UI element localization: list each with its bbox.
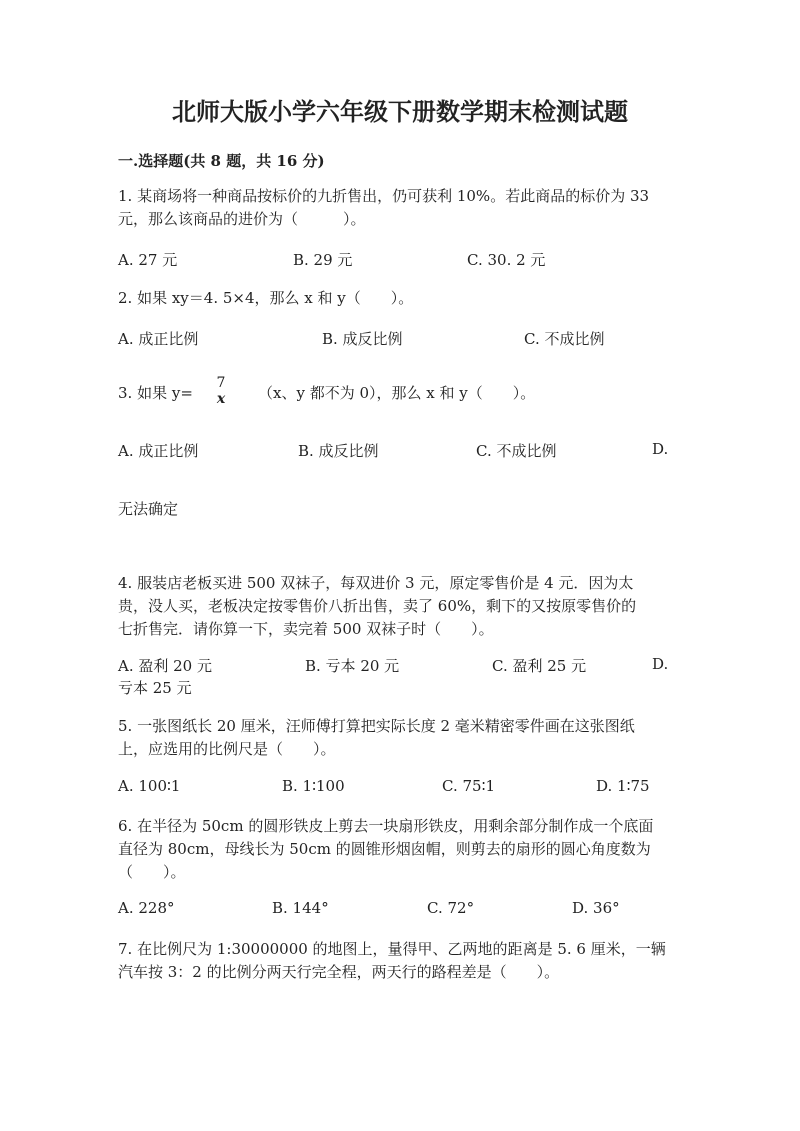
question-4-line-2: 贵，没人买，老板决定按零售价八折出售，卖了 60%，剩下的又按原零售价的	[118, 597, 637, 615]
q5-option-d: D. 1∶75	[596, 777, 650, 795]
q1-option-a: A. 27 元	[118, 251, 178, 269]
q6-option-d: D. 36°	[572, 899, 620, 917]
section-heading: 一.选择题(共 8 题，共 16 分)	[118, 152, 325, 170]
fraction-7-over-x	[214, 375, 228, 407]
question-1-line-2: 元，那么该商品的进价为（ ）。	[118, 210, 366, 228]
question-4-line-1: 4. 服装店老板买进 500 双袜子，每双进价 3 元，原定零售价是 4 元．因为太	[118, 574, 634, 592]
question-6-line-1: 6. 在半径为 50cm 的圆形铁皮上剪去一块扇形铁皮，用剩余部分制作成一个底面	[118, 817, 654, 835]
q3-option-d-text: 无法确定	[118, 500, 179, 518]
question-3-prefix: 3. 如果 y=	[118, 384, 193, 402]
q3-option-c: C. 不成比例	[476, 442, 557, 460]
q4-option-c: C. 盈利 25 元	[492, 657, 587, 675]
q4-option-d-label: D.	[652, 655, 669, 673]
q3-option-a: A. 成正比例	[118, 442, 199, 460]
q3-option-d-label: D.	[652, 440, 669, 458]
fraction-denominator: x	[216, 391, 226, 407]
q5-option-a: A. 100∶1	[118, 777, 181, 795]
q2-option-a: A. 成正比例	[118, 330, 199, 348]
q4-option-d-text: 亏本 25 元	[118, 679, 192, 697]
question-5-line-2: 上，应选用的比例尺是（ ）。	[118, 740, 336, 758]
q5-option-c: C. 75∶1	[442, 777, 496, 795]
question-7-line-2: 汽车按 3：2 的比例分两天行完全程，两天行的路程差是（ ）。	[118, 963, 560, 981]
q5-option-b: B. 1∶100	[282, 777, 345, 795]
page-title: 北师大版小学六年级下册数学期末检测试题	[172, 97, 628, 126]
q6-option-c: C. 72°	[427, 899, 475, 917]
question-3-suffix: （x、y 都不为 0），那么 x 和 y（ ）。	[258, 384, 536, 402]
fraction-numerator: 7	[216, 375, 226, 391]
q2-option-b: B. 成反比例	[322, 330, 403, 348]
q6-option-a: A. 228°	[118, 899, 175, 917]
question-1-line-1: 1. 某商场将一种商品按标价的九折售出，仍可获利 10%。若此商品的标价为 33	[118, 187, 650, 205]
q1-option-b: B. 29 元	[293, 251, 353, 269]
question-5-line-1: 5. 一张图纸长 20 厘米，汪师傅打算把实际长度 2 毫米精密零件画在这张图纸	[118, 717, 635, 735]
q1-option-c: C. 30. 2 元	[467, 251, 546, 269]
question-6-line-2: 直径为 80cm，母线长为 50cm 的圆锥形烟囱帽，则剪去的扇形的圆心角度数为	[118, 840, 651, 858]
question-4-line-3: 七折售完．请你算一下，卖完着 500 双袜子时（ ）。	[118, 620, 494, 638]
question-2-line-1: 2. 如果 xy＝4. 5×4，那么 x 和 y（ ）。	[118, 289, 414, 307]
q6-option-b: B. 144°	[272, 899, 329, 917]
q2-option-c: C. 不成比例	[524, 330, 605, 348]
q4-option-a: A. 盈利 20 元	[118, 657, 212, 675]
question-6-line-3: （ ）。	[118, 863, 186, 881]
q3-option-b: B. 成反比例	[298, 442, 379, 460]
question-7-line-1: 7. 在比例尺为 1:30000000 的地图上，量得甲、乙两地的距离是 5. 6 厘米，一辆	[118, 940, 666, 958]
q4-option-b: B. 亏本 20 元	[305, 657, 400, 675]
